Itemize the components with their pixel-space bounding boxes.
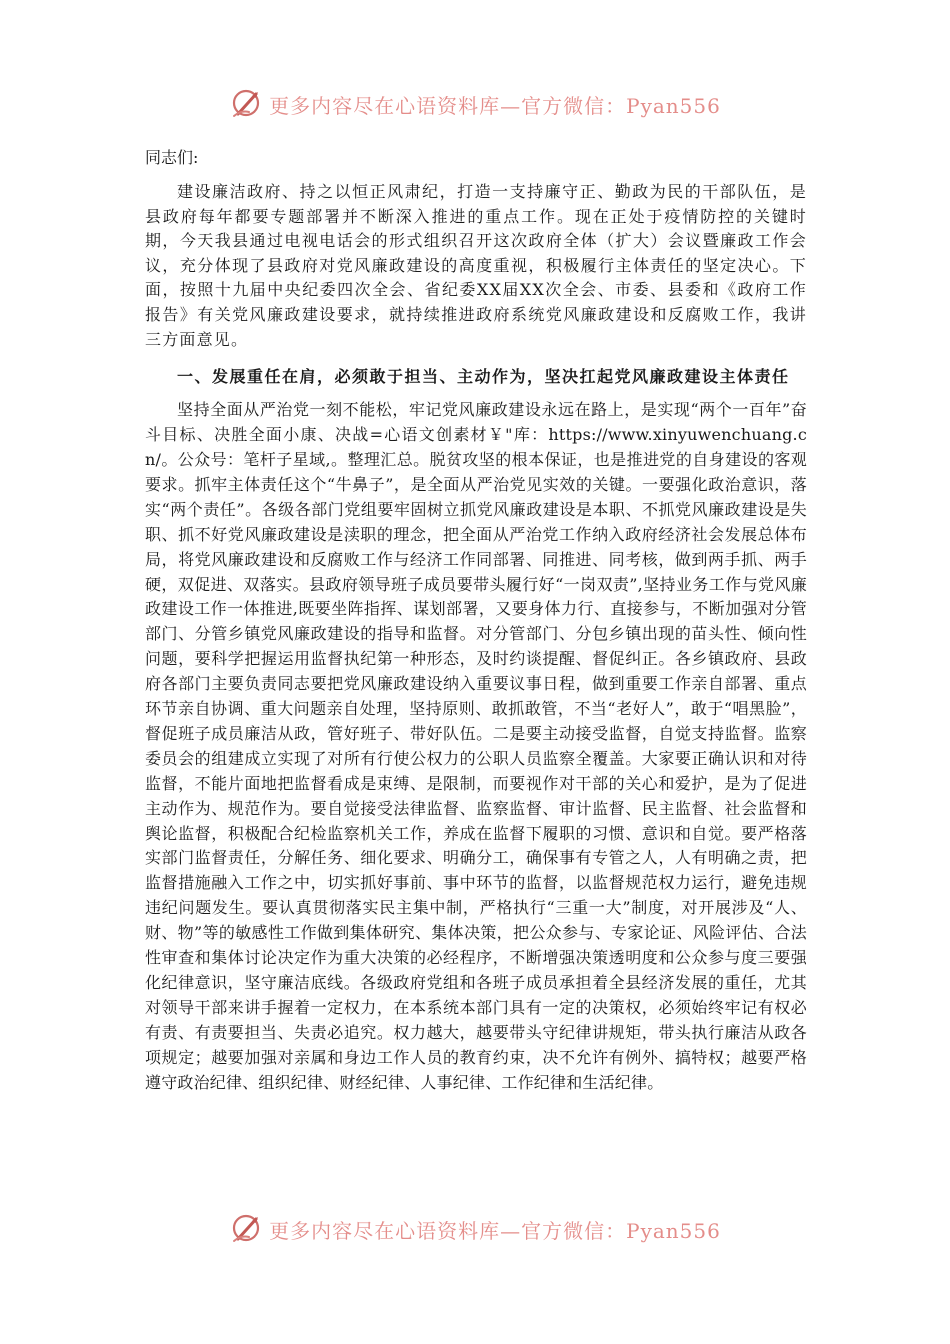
footer-watermark-banner [0, 1209, 950, 1249]
intro-paragraph: 建设廉洁政府、持之以恒正风肃纪，打造一支持廉守正、勤政为民的干部队伍，是县政府每年都要专题部署并不断深入推进的重点工作。现在正处于疫情防控的关键时期，今天我县通过电视电话会的形式组织召开这次政府全体（扩大）会议暨廉政工作会议，充分体现了县政府对党风廉政建设的高度重视，积极履行主体责任的坚定决心。下面，按照十九届中央纪委四次全会、省纪委XX届XX次全会、市委、县委和《政府工作报告》有关党风廉政建设要求，就持续推进政府系统党风廉政建设和反腐败工作，我讲三方面意见。 [145, 182, 807, 349]
salutation: 同志们: [145, 148, 199, 167]
watermark-text: 更多内容尽在心语资料库—官方微信：Pyan556 [269, 93, 721, 118]
section-1-paragraph: 坚持全面从严治党一刻不能松，牢记党风廉政建设永远在路上，是实现“两个一百年”奋斗目标、决胜全面小康、决战=心语文创素材￥"库：https://www.xinyuwenchuang.cn/。公众号：笔杆子星域,。整理汇总。脱贫攻坚的根本保证，也是推进党的自身建设的客观要求。抓牢主体责任这个“牛鼻子”，是全面从严治党见实效的关键。一要强化政治意识，落实“两个责任”。各级各部门党组要牢固树立抓党风廉政建设是本职、不抓党风廉政建设是失职、抓不好党风廉政建设是渎职的理念，把全面从严治党工作纳入政府经济社会发展总体布局，将党风廉政建设和反腐败工作与经济工作同部署、同推进、同考核，做到两手抓、两手硬，双促进、双落实。县政府领导班子成员要带头履行好“一岗双责”,坚持业务工作与党风廉政建设工作一体推进,既要坐阵指挥、谋划部署，又要身体力行、直接参与，不断加强对分管部门、分管乡镇党风廉政建设的指导和监督。对分管部门、分包乡镇出现的苗头性、倾向性问题，要科学把握运用监督执纪第一种形态，及时约谈提醒、督促纠正。各乡镇政府、县政府各部门主要负责同志要把党风廉政建设纳入重要议事日程，做到重要工作亲自部署、重点环节亲自协调、重大问题亲自处理，坚持原则、敢抓敢管，不当“老好人”，敢于“唱黑脸”，督促班子成员廉洁从政，管好班子、带好队伍。二是要主动接受监督，自觉支持监督。监察委员会的组建成立实现了对所有行使公权力的公职人员监察全覆盖。大家要正确认识和对待监督，不能片面地把监督看成是束缚、是限制，而要视作对干部的关心和爱护，是为了促进主动作为、规范作为。要自觉接受法律监督、监察监督、审计监督、民主监督、社会监督和舆论监督，积极配合纪检监察机关工作，养成在监督下履职的习惯、意识和自觉。要严格落实部门监督责任，分解任务、细化要求、明确分工，确保事有专管之人，人有明确之责，把监督措施融入工作之中，切实抓好事前、事中环节的监督，以监督规范权力运行，避免违规违纪问题发生。要认真贯彻落实民主集中制，严格执行“三重一大”制度，对开展涉及“人、财、物”等的敏感性工作做到集体研究、集体决策，把公众参与、专家论证、风险评估、合法性审查和集体讨论决定作为重大决策的必经程序，不断增强决策透明度和公众参与度三要强化纪律意识，坚守廉洁底线。各级政府党组和各班子成员承担着全县经济发展的重任，尤其对领导干部来讲手握着一定权力，在本系统本部门具有一定的决策权，必须始终牢记有权必有责、有责要担当、失责必追究。权力越大，越要带头守纪律讲规矩，带头执行廉洁从政各项规定；越要加强对亲属和身边工作人员的教育约束，决不允许有例外、搞特权；越要严格遵守政治纪律、组织纪律、财经纪律、人事纪律、工作纪律和生活纪律。 [145, 400, 807, 1092]
pen-logo-icon [229, 1211, 265, 1247]
section-heading-1: 一、发展重任在肩，必须敢于担当、主动作为，坚决扛起党风廉政建设主体责任 [177, 367, 790, 387]
header-watermark-banner [0, 84, 950, 124]
pen-logo-icon [229, 86, 265, 122]
document-body [145, 146, 807, 1096]
watermark-text: 更多内容尽在心语资料库—官方微信：Pyan556 [269, 1218, 721, 1243]
